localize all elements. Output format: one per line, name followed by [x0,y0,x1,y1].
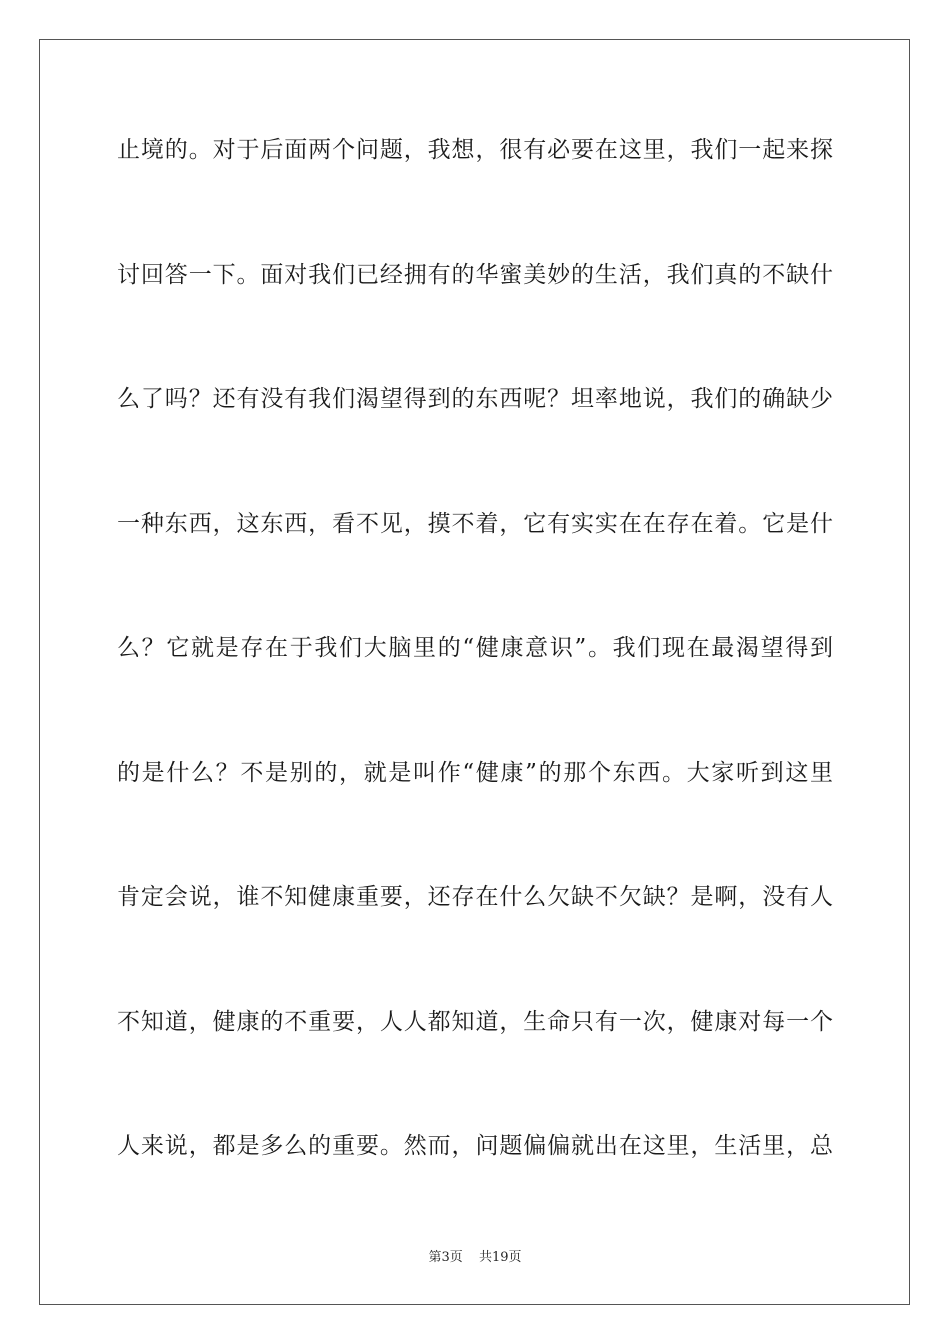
text-line: 么了吗？还有没有我们渴望得到的东西呢？坦率地说，我们的确缺少 [117,386,833,412]
total-pages: 共19页 [478,1250,522,1265]
text-line: 的是什么？不是别的，就是叫作“健康”的那个东西。大家听到这里 [117,759,833,786]
text-line: 不知道，健康的不重要，人人都知道，生命只有一次，健康对每一个 [117,1008,833,1035]
text-line: 一种东西，这东西，看不见，摸不着，它有实实在在存在着。它是什 [117,510,833,537]
page-footer [0,1246,950,1265]
page-number: 第3页 [428,1250,463,1265]
text-line: 肯定会说，谁不知健康重要，还存在什么欠缺不欠缺？是啊，没有人 [117,884,833,910]
text-line: 么？它就是存在于我们大脑里的“健康意识”。我们现在最渴望得到 [117,635,833,661]
text-line: 人来说，都是多么的重要。然而，问题偏偏就出在这里，生活里，总 [117,1133,833,1159]
text-line: 止境的。对于后面两个问题，我想，很有必要在这里，我们一起来探 [117,137,833,163]
text-line: 讨回答一下。面对我们已经拥有的华蜜美妙的生活，我们真的不缺什 [117,261,833,288]
document-body [117,100,833,1221]
